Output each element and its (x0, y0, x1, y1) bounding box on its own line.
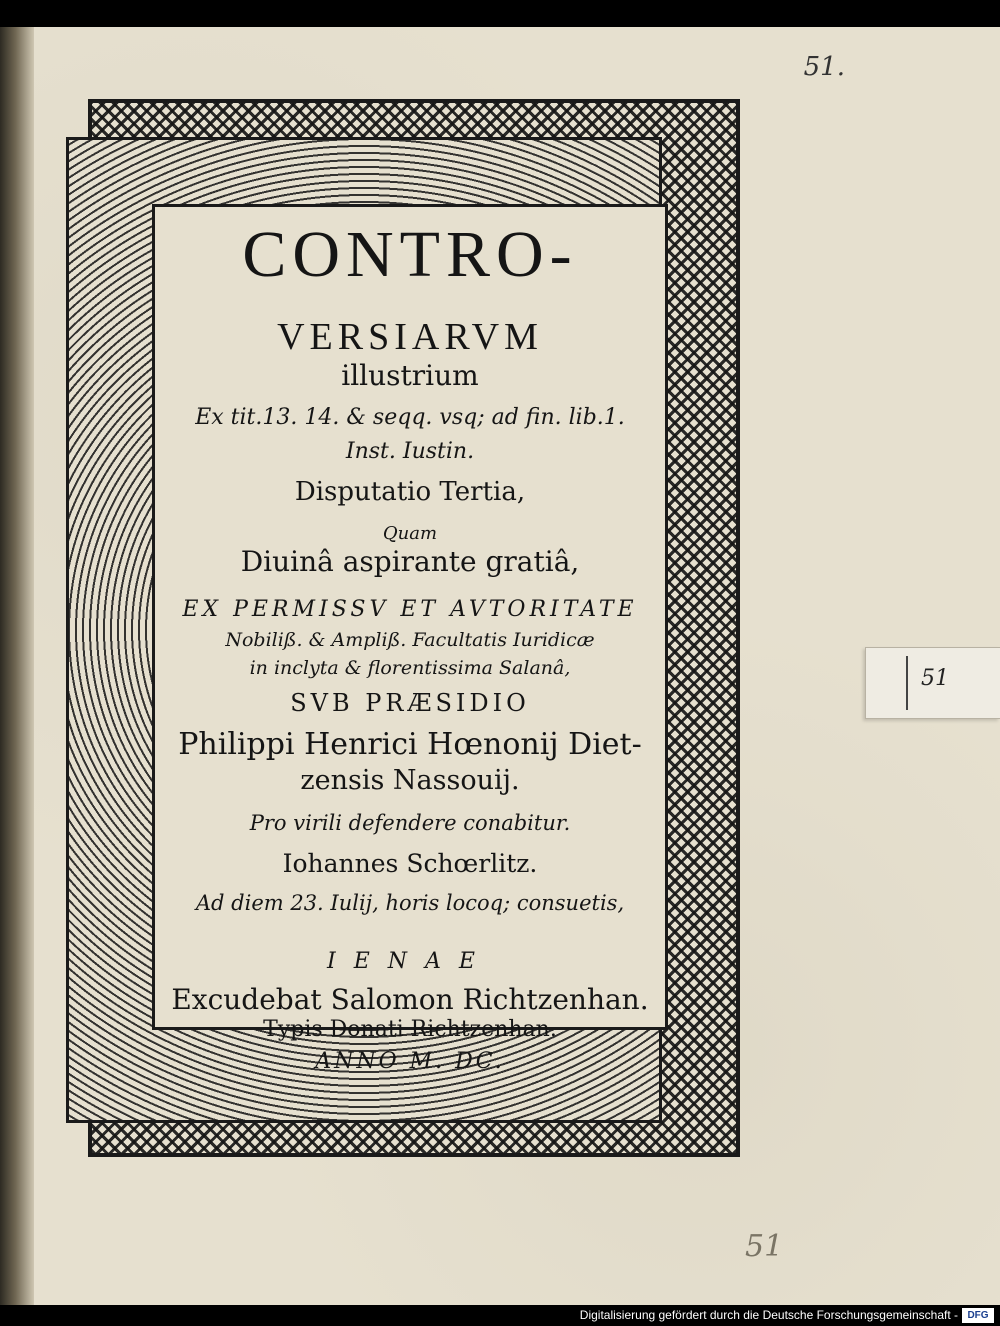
tab-label: 51 (921, 666, 949, 691)
date-line: Ad diem 23. Iulij, horis locoq; consuetis, (195, 891, 625, 915)
praeses-name-line-2: zensis Nassouij. (300, 765, 520, 796)
salana-line: in inclyta & florentissima Salanâ, (249, 657, 571, 679)
typis-line: Typis Donati Richtzenhan. (263, 1017, 557, 1042)
permissu-line: EX PERMISSV ET AVTORITATE (182, 597, 638, 622)
subtitle-line-2: Inst. Iustin. (345, 439, 475, 464)
diuina-line: Diuinâ aspirante gratiâ, (240, 545, 580, 578)
folio-number-top: 51. (803, 52, 845, 82)
tab-divider (906, 656, 908, 710)
quam-line: Quam (382, 523, 438, 544)
title-line-2: VERSIARVM (277, 316, 543, 358)
title-block (155, 207, 665, 1074)
title-line-1: CONTRO- (242, 218, 578, 291)
scanned-page (0, 27, 1000, 1305)
disputatio-line: Disputatio Tertia, (294, 477, 526, 507)
year-line: ANNO M. DC. (315, 1049, 505, 1074)
dfg-logo: DFG (962, 1308, 994, 1323)
defendere-line: Pro virili defendere conabitur. (249, 811, 571, 835)
footer-text: Digitalisierung gefördert durch die Deutsche Forschungsgemeinschaft - (579, 1308, 958, 1322)
page-marker-tab (865, 647, 1000, 719)
facultatis-line: Nobiliß. & Ampliß. Facultatis Iuridicæ (225, 629, 595, 651)
footer-bar (0, 1305, 1000, 1326)
printer-line: Excudebat Salomon Richtzenhan. (171, 983, 649, 1016)
praeses-name-line-1: Philippi Henrici Hœnonij Diet- (178, 727, 642, 762)
respondent-name: Iohannes Schœrlitz. (282, 849, 538, 878)
title-line-3: illustrium (341, 359, 479, 392)
place-line: IENAE (327, 949, 493, 974)
subtitle-line-1: Ex tit.13. 14. & seqq. vsq; ad fin. lib.1. (195, 405, 625, 430)
folio-number-bottom: 51 (745, 1229, 784, 1264)
book-spine-shadow (0, 27, 34, 1305)
praesidio-line: SVB PRÆSIDIO (290, 689, 530, 717)
